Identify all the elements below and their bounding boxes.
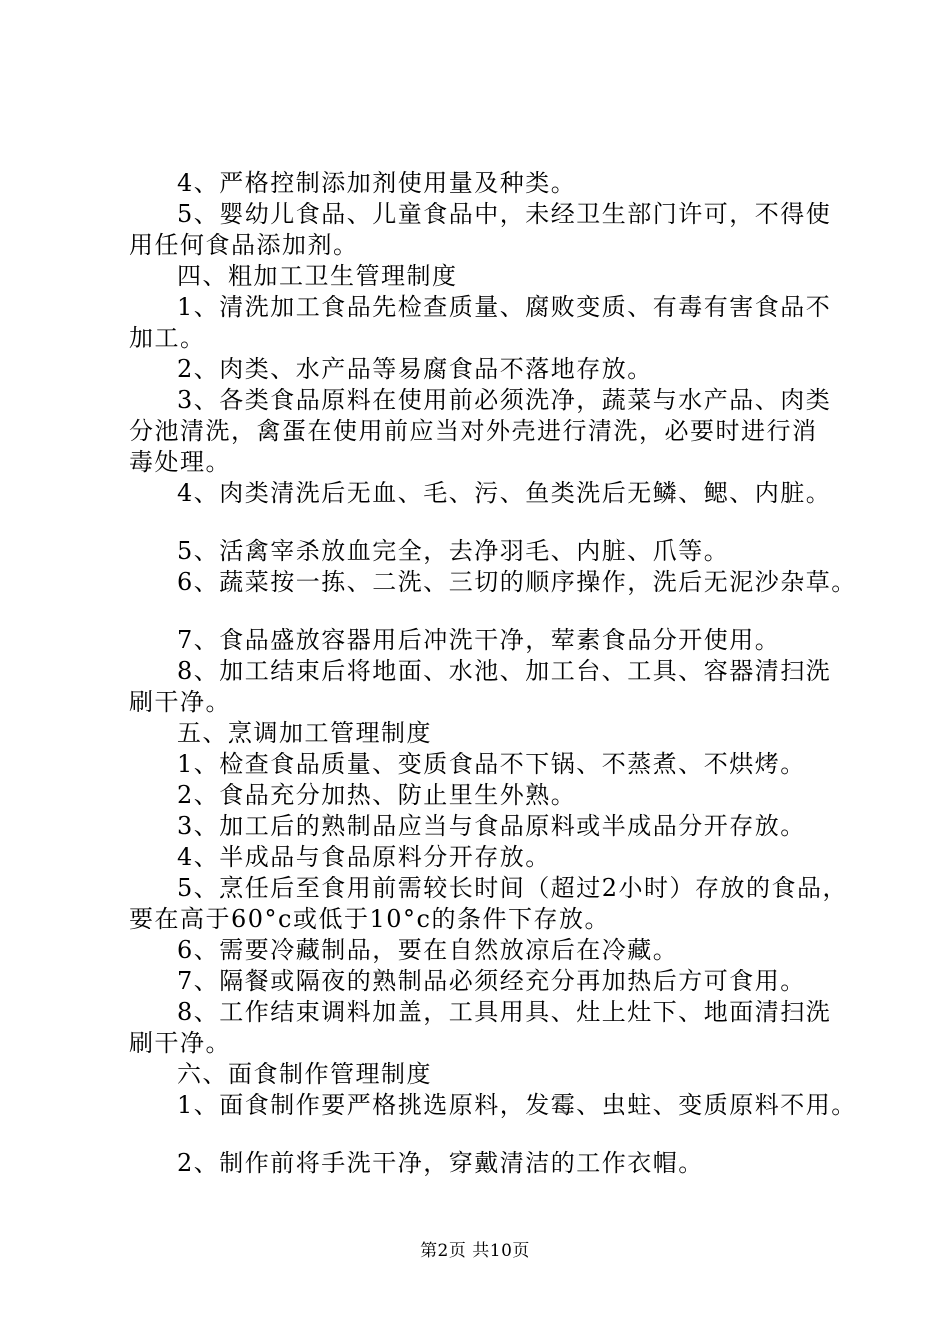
text-line: 1、面食制作要严格挑选原料，发霉、虫蛀、变质原料不用。 [177, 1091, 857, 1119]
text-line: 毒处理。 [129, 448, 231, 476]
text-line: 6、需要冷藏制品，要在自然放凉后在冷藏。 [177, 936, 679, 964]
text-line: 5、婴幼儿食品、儿童食品中，未经卫生部门许可，不得使 [177, 200, 832, 228]
text-line: 8、加工结束后将地面、水池、加工台、工具、容器清扫洗 [177, 657, 832, 685]
paragraph-gap [129, 1121, 849, 1148]
text-line: 5、活禽宰杀放血完全，去净羽毛、内脏、爪等。 [177, 537, 730, 565]
text-line: 要在高于60°c或低于10°c的条件下存放。 [129, 905, 610, 933]
text-line: 加工。 [129, 324, 206, 352]
text-line: 5、烹任后至食用前需较长时间（超过2小时）存放的食品， [177, 874, 849, 902]
text-line: 6、蔬菜按一拣、二洗、三切的顺序操作，洗后无泥沙杂草。 [177, 568, 857, 596]
text-line: 3、各类食品原料在使用前必须洗净，蔬菜与水产品、肉类 [177, 386, 832, 414]
text-line: 2、食品充分加热、防止里生外熟。 [177, 781, 577, 809]
text-line: 7、食品盛放容器用后冲洗干净，荤素食品分开使用。 [177, 626, 781, 654]
text-line: 8、工作结束调料加盖，工具用具、灶上灶下、地面清扫洗 [177, 998, 832, 1026]
paragraph-gap [129, 509, 849, 536]
text-line: 4、半成品与食品原料分开存放。 [177, 843, 551, 871]
text-line: 3、加工后的熟制品应当与食品原料或半成品分开存放。 [177, 812, 806, 840]
text-line: 用任何食品添加剂。 [129, 231, 359, 259]
text-line: 2、制作前将手洗干净，穿戴清洁的工作衣帽。 [177, 1149, 704, 1177]
text-line: 刷干净。 [129, 1029, 231, 1057]
text-line: 2、肉类、水产品等易腐食品不落地存放。 [177, 355, 653, 383]
text-line: 五、烹调加工管理制度 [177, 719, 432, 747]
text-line: 刷干净。 [129, 688, 231, 716]
text-line: 分池清洗，禽蛋在使用前应当对外壳进行清洗，必要时进行消 [129, 417, 818, 445]
text-line: 4、严格控制添加剂使用量及种类。 [177, 169, 577, 197]
text-line: 7、隔餐或隔夜的熟制品必须经充分再加热后方可食用。 [177, 967, 806, 995]
text-line: 1、清洗加工食品先检查质量、腐败变质、有毒有害食品不 [177, 293, 832, 321]
text-line: 四、粗加工卫生管理制度 [177, 262, 458, 290]
document-body [129, 168, 857, 1179]
text-line: 六、面食制作管理制度 [177, 1060, 432, 1088]
text-line: 1、检查食品质量、变质食品不下锅、不蒸煮、不烘烤。 [177, 750, 806, 778]
page-footer: 第2页 共10页 [420, 1241, 530, 1261]
text-line: 4、肉类清洗后无血、毛、污、鱼类洗后无鳞、鳃、内脏。 [177, 479, 832, 507]
paragraph-gap [129, 598, 849, 625]
